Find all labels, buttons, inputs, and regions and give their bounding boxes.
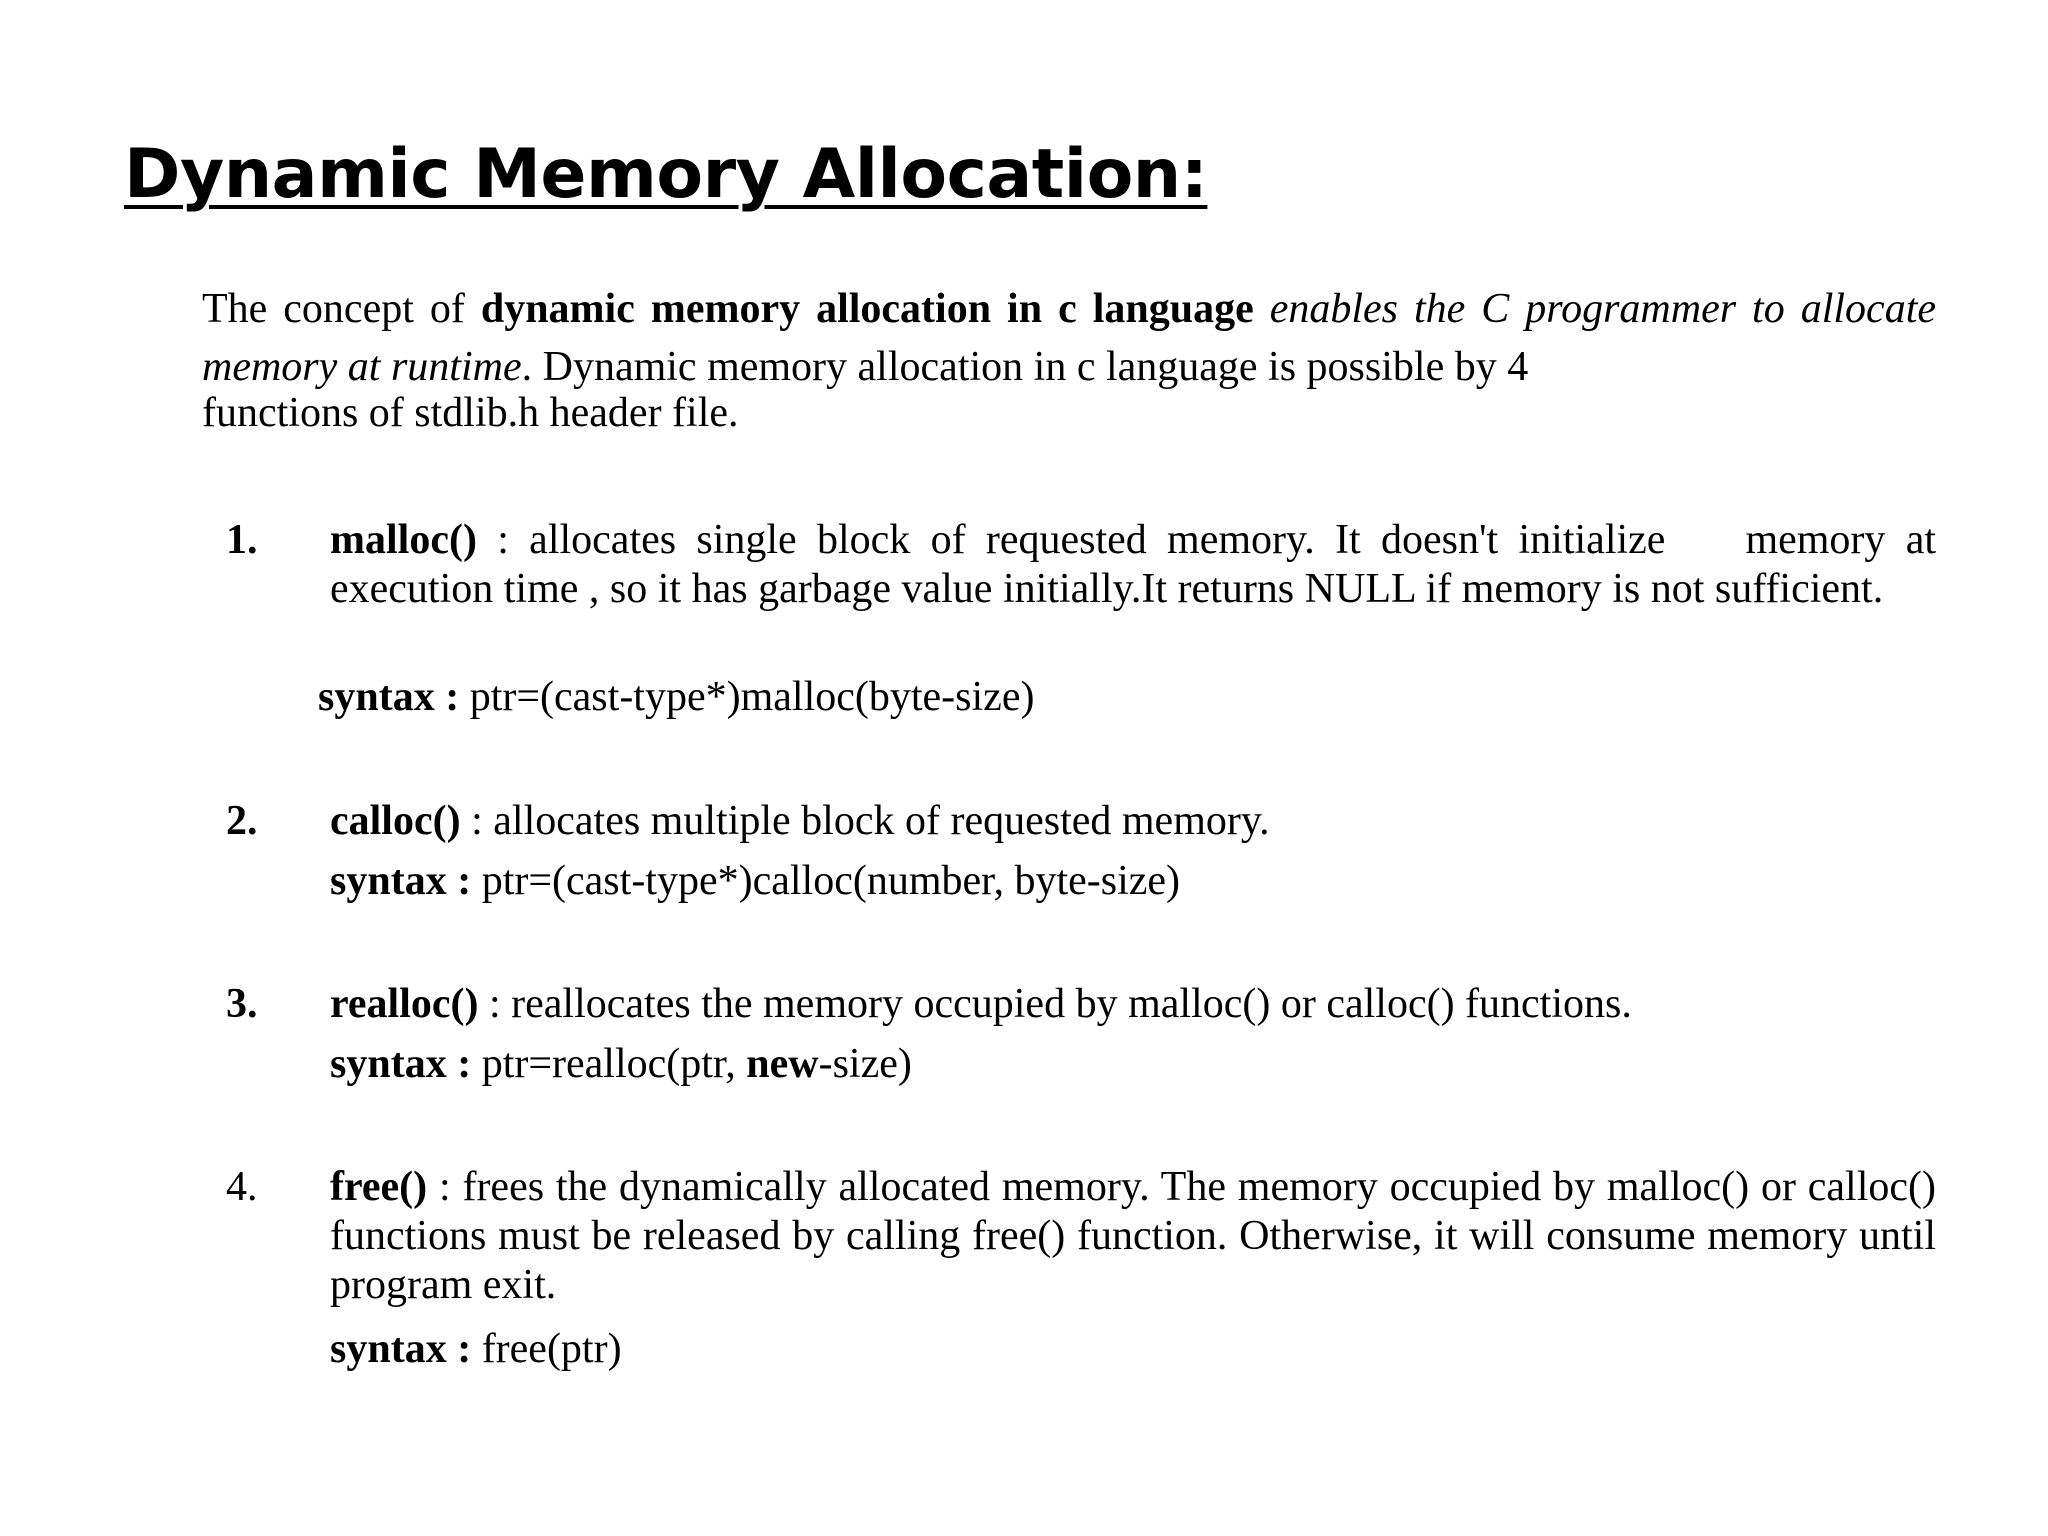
item-number: 1. — [226, 517, 258, 563]
intro-space — [1254, 286, 1270, 332]
syntax-code-b: -size) — [818, 1041, 912, 1087]
syntax-line — [330, 857, 1180, 906]
description-text: : allocates multiple block of requested memory. — [460, 798, 1270, 844]
syntax-label: syntax : — [330, 1041, 472, 1087]
intro-paragraph — [202, 280, 1936, 436]
intro-italic-phrase: enables the C programmer to allocate memory at runtime — [202, 286, 1936, 390]
item-description — [330, 797, 1936, 846]
item-number: 2. — [226, 798, 258, 844]
syntax-keyword-new: new — [746, 1041, 819, 1087]
function-name: malloc() — [330, 517, 477, 563]
description-part-b: memory at execution time , so it has garbage value initially.It returns NULL if memory is not sufficient. — [330, 517, 1937, 612]
item-number: 3. — [226, 981, 258, 1027]
intro-prefix: The concept of — [202, 286, 481, 332]
syntax-line — [330, 1040, 912, 1089]
item-description — [330, 980, 1936, 1029]
description-text: : frees the dynamically allocated memory. The memory occupied by malloc() or calloc() functions must be released by calling free() function. Otherwise, it will consume memory until program exit. — [330, 1164, 1936, 1308]
function-name: free() — [330, 1164, 428, 1210]
description-part-a: : allocates single block of requested memory. It doesn't initialize — [476, 517, 1666, 563]
syntax-code: ptr=(cast-type*)calloc(number, byte-size) — [471, 858, 1181, 904]
item-description — [330, 516, 1936, 614]
intro-line-3: functions of stdlib.h header file. — [202, 390, 739, 436]
intro-bold-term: dynamic memory allocation in c language — [480, 286, 1254, 332]
syntax-code: ptr=(cast-type*)malloc(byte-size) — [459, 674, 1035, 720]
item-number: 4. — [226, 1164, 258, 1210]
syntax-label: syntax : — [330, 1326, 472, 1372]
description-text: : reallocates the memory occupied by malloc() or calloc() functions. — [478, 981, 1632, 1027]
intro-suffix: . Dynamic memory allocation in c language is possible by 4 — [521, 344, 1529, 390]
syntax-label: syntax : — [330, 858, 472, 904]
syntax-code-a: ptr=realloc(ptr, — [471, 1041, 747, 1087]
page-title: Dynamic Memory Allocation: — [124, 135, 1208, 214]
syntax-line — [330, 1325, 622, 1374]
syntax-code: free(ptr) — [471, 1326, 622, 1372]
syntax-line — [318, 673, 1034, 722]
item-description — [330, 1163, 1936, 1310]
function-name: calloc() — [330, 798, 461, 844]
function-name: realloc() — [330, 981, 479, 1027]
syntax-label: syntax : — [318, 674, 460, 720]
